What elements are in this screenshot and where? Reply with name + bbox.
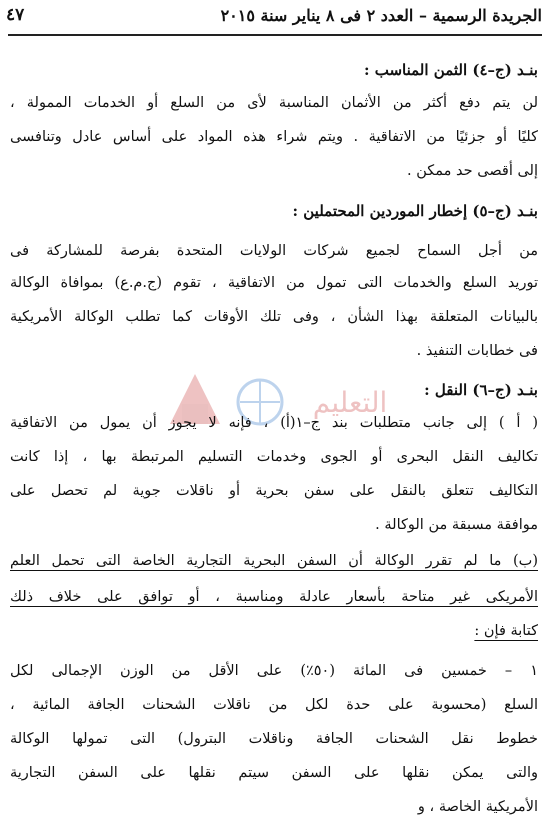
section-c5-line: توريد السلع والخدمات التى تمول من الاتفاقية ، تقوم (ج.م.ع) بموافاة الوكالة: [10, 275, 538, 291]
section-c4-line: لن يتم دفع أكثر من الأثمان المناسبة لأى من السلع أو الخدمات الممولة ،: [10, 95, 538, 111]
para-b-line: (ب) ما لم تقرر الوكالة أن السفن البحرية التجارية الخاصة التى تحمل العلم: [10, 553, 538, 569]
page-header: [6, 2, 542, 28]
para-b-line: كتابة فإن :: [474, 623, 538, 639]
section-c5-line: بالبيانات المتعلقة بهذا الشأن ، وفى تلك الأوقات كما تطلب الوكالة الأمريكية: [10, 309, 538, 325]
item-1-line: السلع (محسوبة على حدة لكل من ناقلات الشحنات الجافة المائية ،: [10, 697, 538, 713]
header-divider: [8, 34, 542, 36]
para-b-line: الأمريكى غير متاحة بأسعار عادلة ومناسبة ، أو توافق على خلاف ذلك: [10, 589, 538, 605]
para-a-line: موافقة مسبقة من الوكالة .: [375, 517, 538, 533]
section-c4-line: كليًا أو جزئيًا من الاتفاقية . ويتم شراء هذه المواد على أساس عادل وتنافسى: [10, 129, 538, 145]
para-a-line: التكاليف تتعلق بالنقل على سفن بحرية أو ناقلات جوية لم تحصل على: [10, 483, 538, 499]
section-c5-heading: بنـد (ج–٥) إخطار الموردين المحتملين :: [292, 202, 538, 220]
section-c4-line: إلى أقصى حد ممكن .: [407, 163, 538, 179]
item-1-line: ١ – خمسين فى المائة (٥٠٪) على الأقل من الوزن الإجمالى لكل: [10, 663, 538, 679]
item-1-line: الأمريكية الخاصة ، و: [417, 799, 538, 815]
item-1-line: خطوط نقل الشحنات الجافة وناقلات البترول) التى تمولها الوكالة: [10, 731, 538, 747]
gazette-title: الجريدة الرسمية – العدد ٢ فى ٨ يناير سنة ٢٠١٥: [220, 5, 542, 25]
item-1-line: والتى يمكن نقلها على السفن سيتم نقلها على السفن التجارية: [10, 765, 538, 781]
section-c4-heading: بنـد (ج–٤) الثمن المناسب :: [363, 61, 538, 79]
page-number: ٤٧: [6, 5, 25, 25]
para-a-line: ( أ ) إلى جانب متطلبات بند ج–١(أ) ، فإنه لا يجوز أن يمول من الاتفاقية: [10, 415, 538, 431]
section-c5-line: من أجل السماح لجميع شركات الولايات المتحدة بفرصة للمشاركة فى: [10, 243, 538, 259]
watermark-text: التعليم: [312, 386, 388, 419]
section-c6-heading: بنـد (ج–٦) النقل :: [424, 381, 538, 399]
section-c5-line: فى خطابات التنفيذ .: [416, 343, 538, 359]
para-a-line: تكاليف النقل البحرى أو الجوى وخدمات التسليم المرتبطة بها ، إذا كانت: [10, 449, 538, 465]
